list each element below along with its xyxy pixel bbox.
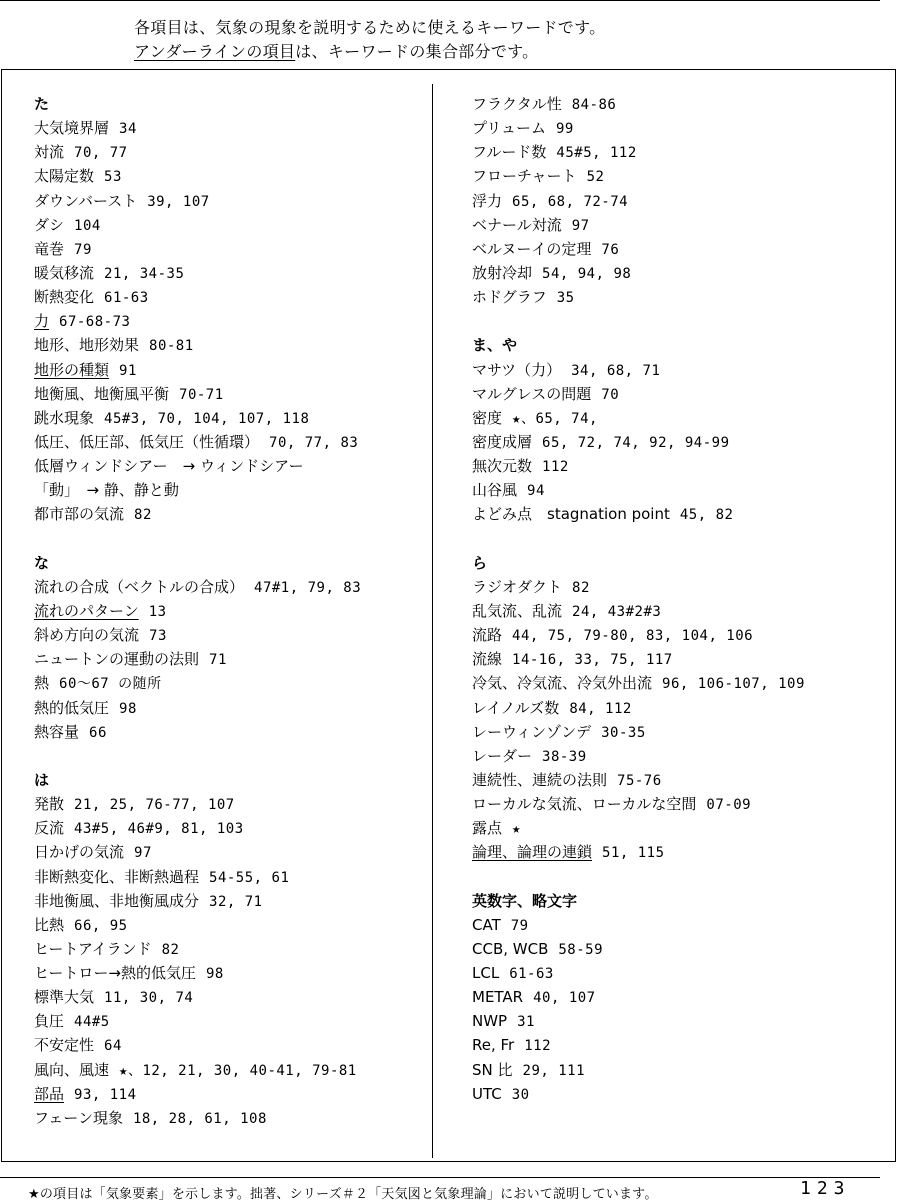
index-term: SN 比 — [472, 1060, 513, 1079]
page-reference: 30-35 — [601, 724, 646, 741]
intro-line-2-rest: は、キーワードの集合部分です。 — [295, 42, 539, 61]
index-term: 地形の種類 — [34, 360, 110, 379]
page-reference: 112 — [542, 459, 569, 476]
spacer — [34, 527, 424, 551]
index-term: 乱気流、乱流 — [472, 601, 563, 620]
page-reference: 65, 68, 72-74 — [512, 193, 629, 210]
page-reference: 70, 77, 83 — [269, 434, 359, 451]
index-term: ヒートアイランド — [34, 939, 152, 958]
index-term: 熱的低気圧 — [34, 698, 110, 717]
index-entry — [472, 382, 892, 406]
index-term: 非地衡風、非地衡風成分 — [34, 891, 200, 910]
index-entry — [472, 696, 892, 720]
page-reference: 79 — [510, 917, 529, 934]
page-reference: 32, 71 — [209, 893, 263, 910]
page-reference: 40, 107 — [533, 990, 596, 1007]
page-reference: 45, 82 — [679, 507, 734, 524]
section-heading — [34, 768, 424, 792]
index-term: 密度成層 — [472, 432, 533, 451]
index-term: レーウィンゾンデ — [472, 722, 592, 741]
index-entry — [472, 1009, 892, 1033]
index-entry — [34, 937, 424, 961]
page-reference: 31 — [517, 1014, 535, 1031]
index-entry — [472, 1058, 892, 1082]
page-reference: 73 — [149, 628, 167, 645]
page-reference: 94 — [527, 483, 545, 500]
page-reference: 80-81 — [149, 338, 194, 355]
page-reference: 54, 94, 98 — [542, 265, 632, 282]
index-entry — [34, 840, 424, 864]
page-reference: 66 — [89, 724, 107, 741]
index-entry — [472, 237, 892, 261]
section-heading — [472, 551, 892, 575]
column-divider — [432, 84, 433, 1158]
index-entry — [472, 599, 892, 623]
page-reference: 104 — [74, 217, 101, 234]
section-heading-text: は — [34, 770, 50, 789]
index-entry — [34, 575, 424, 599]
section-heading — [472, 333, 892, 357]
index-term: 部品 — [34, 1084, 65, 1103]
intro-text — [134, 16, 605, 64]
page-reference: 61-63 — [509, 966, 554, 983]
page-reference: ★、65, 74, — [512, 410, 598, 427]
page-number: 123 — [800, 1178, 851, 1199]
page-reference: 43#5, 46#9, 81, 103 — [74, 821, 244, 838]
index-entry — [472, 671, 892, 695]
index-entry — [34, 189, 424, 213]
index-term: 負圧 — [34, 1012, 65, 1031]
page-reference: 13 — [148, 603, 167, 620]
section-heading — [34, 92, 424, 116]
index-entry — [472, 116, 892, 140]
index-term: 無次元数 — [472, 457, 533, 476]
page-reference: ★、12, 21, 30, 40-41, 79-81 — [119, 1062, 357, 1079]
index-term: ラジオダクト — [472, 577, 563, 596]
index-entry — [472, 575, 892, 599]
index-term: LCL — [472, 964, 500, 983]
index-entry — [34, 913, 424, 937]
index-term: フラクタル性 — [472, 95, 562, 113]
index-entry — [472, 454, 892, 478]
index-entry — [34, 430, 424, 454]
page-reference: 47#1, 79, 83 — [254, 579, 362, 596]
index-entry — [472, 430, 892, 454]
page-reference: 99 — [555, 121, 574, 138]
top-rule — [0, 0, 880, 1]
index-entry — [34, 285, 424, 309]
index-term: CCB, WCB — [472, 939, 549, 958]
index-entry — [472, 140, 892, 164]
index-entry — [34, 599, 424, 623]
page-reference: 91 — [119, 362, 137, 379]
page-reference: 58-59 — [558, 941, 604, 958]
index-term: 露点 — [472, 819, 503, 838]
index-term: 熱 — [34, 674, 50, 693]
index-entry — [472, 913, 892, 937]
index-entry — [472, 189, 892, 213]
page-reference: 71 — [209, 652, 227, 669]
page-reference: 14-16, 33, 75, 117 — [512, 652, 673, 669]
index-term: 不安定性 — [34, 1036, 95, 1055]
page-reference: 30 — [511, 1086, 530, 1103]
index-entry — [472, 792, 892, 816]
page-reference: 60～67 の随所 — [59, 676, 162, 693]
index-entry — [34, 140, 424, 164]
page-reference: 98 — [119, 700, 137, 717]
index-term: 流れの合成（ベクトルの合成） — [34, 577, 245, 596]
index-entry — [472, 840, 892, 864]
index-term: ニュートンの運動の法則 — [34, 650, 200, 669]
section-heading-text: 英数字、略文字 — [472, 891, 578, 910]
page-reference: 44#5 — [74, 1014, 110, 1031]
index-term: プリューム — [472, 119, 546, 138]
page-reference: 84-86 — [571, 97, 617, 113]
index-entry — [34, 382, 424, 406]
index-entry — [34, 454, 424, 478]
index-entry — [34, 164, 424, 188]
page-reference: 35 — [556, 290, 575, 307]
index-term: 風向、風速 — [34, 1060, 110, 1079]
page-reference: 82 — [161, 941, 180, 958]
index-entry — [34, 623, 424, 647]
index-term: マルグレスの問題 — [472, 384, 592, 403]
index-term: 浮力 — [472, 191, 503, 210]
page-reference: 24, 43#2#3 — [572, 603, 662, 620]
page-reference: 44, 75, 79-80, 83, 104, 106 — [512, 628, 754, 645]
index-term: 山谷風 — [472, 481, 518, 500]
index-term: 力 — [34, 312, 50, 331]
index-entry — [472, 164, 892, 188]
page-reference: 70, 77 — [74, 145, 128, 162]
index-term: 冷気、冷気流、冷気外出流 — [472, 674, 653, 693]
index-entry — [34, 116, 424, 140]
index-term: 低圧、低圧部、低気圧（性循環） — [34, 432, 260, 451]
index-entry — [34, 889, 424, 913]
page-reference: 98 — [205, 966, 224, 983]
index-term: レイノルズ数 — [472, 698, 560, 717]
page-reference: 38-39 — [542, 748, 587, 765]
index-entry — [472, 647, 892, 671]
intro-line-2 — [134, 40, 605, 64]
index-entry — [34, 1082, 424, 1106]
page-reference: 66, 95 — [74, 917, 128, 934]
section-heading-text: な — [34, 553, 50, 572]
page-reference: 34, 68, 71 — [571, 362, 661, 379]
index-entry — [472, 623, 892, 647]
page-reference: 61-63 — [104, 290, 149, 307]
page-reference: 34 — [119, 121, 137, 138]
section-heading-text: ま、や — [472, 336, 518, 355]
index-entry — [472, 1082, 892, 1106]
index-term: 跳水現象 — [34, 408, 95, 427]
index-term: ローカルな気流、ローカルな空間 — [472, 795, 697, 814]
index-term: 「動」 → 静、静と動 — [34, 481, 179, 500]
index-entry — [34, 961, 424, 985]
index-entry — [34, 261, 424, 285]
page-reference: 79 — [74, 241, 92, 258]
index-entry — [472, 816, 892, 840]
index-entry — [472, 92, 892, 116]
index-entry — [34, 985, 424, 1009]
index-term: 反流 — [34, 819, 65, 838]
index-term: ベナール対流 — [472, 215, 562, 234]
index-term: 比熱 — [34, 915, 65, 934]
section-heading — [34, 551, 424, 575]
index-term: Re, Fr — [472, 1036, 515, 1055]
index-entry — [472, 768, 892, 792]
index-term: 標準大気 — [34, 988, 95, 1007]
intro-line-1: 各項目は、気象の現象を説明するために使えるキーワードです。 — [134, 18, 606, 37]
spacer — [472, 527, 892, 551]
index-term: 斜め方向の気流 — [34, 626, 140, 645]
index-term: NWP — [472, 1012, 508, 1031]
index-entry — [472, 358, 892, 382]
index-term: ヒートロー→熱的低気圧 — [34, 964, 196, 983]
index-entry — [34, 213, 424, 237]
page-reference: 21, 34-35 — [104, 265, 185, 282]
spacer — [472, 865, 892, 889]
page-reference: 70 — [601, 386, 620, 403]
index-term: ホドグラフ — [472, 288, 547, 307]
page-reference: 97 — [134, 845, 152, 862]
index-entry — [34, 816, 424, 840]
index-entry — [472, 502, 892, 526]
page-reference: 52 — [586, 169, 605, 186]
index-entry — [34, 671, 424, 695]
index-term: 暖気移流 — [34, 263, 95, 282]
index-entry — [472, 1033, 892, 1057]
index-term: 論理、論理の連鎖 — [472, 843, 593, 862]
index-term: 日かげの気流 — [34, 843, 125, 862]
index-entry — [34, 358, 424, 382]
index-term: マサツ（力） — [472, 360, 562, 379]
index-entry — [34, 237, 424, 261]
page-reference: 53 — [104, 169, 122, 186]
index-entry — [472, 720, 892, 744]
index-term: フェーン現象 — [34, 1108, 123, 1127]
index-term: 断熱変化 — [34, 288, 95, 307]
page-reference: 84, 112 — [569, 700, 632, 717]
index-entry — [34, 1106, 424, 1130]
page-reference: 70-71 — [179, 386, 224, 403]
page-reference: 54-55, 61 — [209, 869, 290, 886]
page-reference: 75-76 — [617, 772, 662, 789]
spacer — [34, 744, 424, 768]
index-term: METAR — [472, 988, 524, 1007]
index-term: 地形、地形効果 — [34, 336, 140, 355]
index-term: ダシ — [34, 215, 65, 234]
page-reference: 45#3, 70, 104, 107, 118 — [104, 410, 310, 427]
index-entry — [34, 696, 424, 720]
page-reference: 39, 107 — [147, 193, 210, 210]
page-reference: 67-68-73 — [59, 314, 131, 331]
bottom-rule — [0, 1177, 880, 1178]
spacer — [472, 309, 892, 333]
right-column — [472, 92, 892, 1106]
page-reference: 07-09 — [706, 797, 752, 814]
index-entry — [472, 937, 892, 961]
index-term: 非断熱変化、非断熱過程 — [34, 867, 200, 886]
index-entry — [34, 647, 424, 671]
index-entry — [34, 309, 424, 333]
index-entry — [34, 478, 424, 502]
index-term: ダウンバースト — [34, 191, 138, 210]
index-entry — [472, 213, 892, 237]
index-term: フローチャート — [472, 167, 577, 186]
index-entry — [34, 1058, 424, 1082]
index-term: 対流 — [34, 143, 65, 162]
left-column — [34, 92, 424, 1130]
section-heading-text: ら — [472, 553, 488, 572]
index-term: 密度 — [472, 408, 503, 427]
index-entry — [34, 333, 424, 357]
footer-note: ★の項目は「気象要素」を示します。拙著、シリーズ＃２「天気図と気象理論」において説明しています。 — [28, 1187, 658, 1202]
index-entry — [472, 406, 892, 430]
index-entry — [34, 1009, 424, 1033]
index-entry — [472, 285, 892, 309]
index-term: 都市部の気流 — [34, 505, 125, 524]
page-reference: 112 — [524, 1038, 552, 1055]
index-term: レーダー — [472, 746, 533, 765]
page-reference: 29, 111 — [522, 1062, 586, 1079]
intro-underlined-term: アンダーラインの項目 — [134, 42, 296, 61]
index-term: 竜巻 — [34, 239, 65, 258]
index-term: UTC — [472, 1084, 502, 1103]
index-entry — [34, 406, 424, 430]
page-reference: 65, 72, 74, 92, 94-99 — [542, 434, 730, 451]
page-reference: 18, 28, 61, 108 — [132, 1110, 267, 1127]
index-entry — [34, 1033, 424, 1057]
page-reference: 82 — [134, 507, 152, 524]
index-term: よどみ点 stagnation point — [472, 505, 670, 524]
index-term: 発散 — [34, 795, 65, 814]
index-entry — [34, 865, 424, 889]
index-term: 流れのパターン — [34, 601, 139, 620]
index-term: 流線 — [472, 650, 503, 669]
index-term: 連続性、連続の法則 — [472, 770, 608, 789]
page-reference: 64 — [104, 1038, 122, 1055]
section-heading — [472, 889, 892, 913]
index-entry — [34, 792, 424, 816]
index-entry — [34, 720, 424, 744]
index-term: 流路 — [472, 626, 503, 645]
index-term: 放射冷却 — [472, 263, 533, 282]
page-reference: 96, 106-107, 109 — [662, 676, 805, 693]
index-entry — [34, 502, 424, 526]
page-reference: 11, 30, 74 — [104, 990, 194, 1007]
page-reference: 76 — [601, 241, 620, 258]
index-entry — [472, 985, 892, 1009]
page-reference: 51, 115 — [602, 845, 665, 862]
index-term: ベルヌーイの定理 — [472, 239, 592, 258]
index-term: フルード数 — [472, 143, 547, 162]
page-reference: ★ — [512, 821, 521, 838]
index-entry — [472, 261, 892, 285]
index-term: 地衡風、地衡風平衡 — [34, 384, 170, 403]
page-reference: 21, 25, 76-77, 107 — [74, 797, 235, 814]
section-heading-text: た — [34, 95, 50, 113]
index-term: 低層ウィンドシアー → ウィンドシアー — [34, 457, 304, 476]
page-reference: 97 — [571, 217, 590, 234]
index-term: 太陽定数 — [34, 167, 95, 186]
index-entry — [472, 478, 892, 502]
page-reference: 93, 114 — [74, 1086, 137, 1103]
index-term: 熱容量 — [34, 722, 80, 741]
page-reference: 82 — [572, 579, 590, 596]
index-entry — [472, 744, 892, 768]
page-reference: 45#5, 112 — [556, 145, 637, 162]
index-term: 大気境界層 — [34, 119, 110, 138]
index-term: CAT — [472, 915, 501, 934]
index-entry — [472, 961, 892, 985]
